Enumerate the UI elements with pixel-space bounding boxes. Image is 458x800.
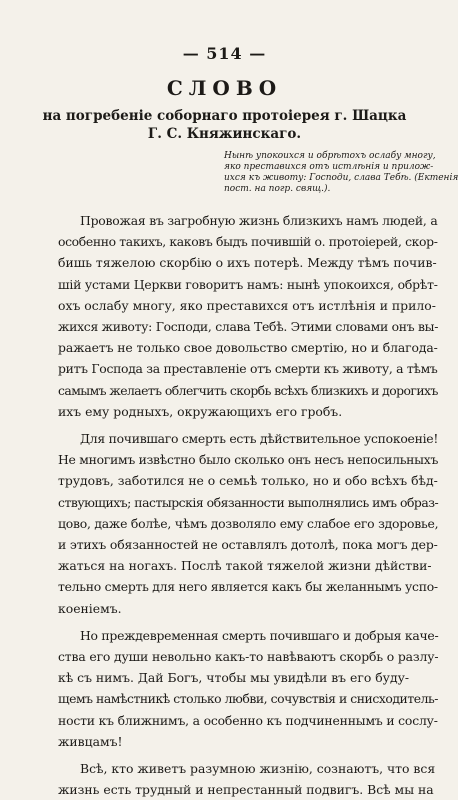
text-line: живцамъ! [58, 733, 123, 749]
paragraph [58, 428, 438, 619]
paragraph [58, 625, 438, 752]
text-line: ихъ ему родныхъ, окружающихъ его гробъ. [58, 403, 343, 419]
text-line: коеніемъ. [58, 600, 122, 616]
text-line: Но преждевременная смерть почившаго и добрыя каче- [80, 627, 439, 643]
text-line: жизнь есть трудный и непрестанный подвигъ. Всѣ мы на [58, 782, 434, 798]
text-line: охъ ослабу многу, яко преставихся отъ истлѣнія и прило- [58, 297, 436, 313]
text-line: бишь тяжелою скорбію о ихъ потерѣ. Между тѣмъ почив- [58, 255, 437, 271]
text-line: ства его души невольно какъ-то навѣваютъ скорбь о разлу- [58, 649, 439, 665]
text-line: трудовъ, заботился не о семьѣ только, но и обо всѣхъ бѣд- [58, 473, 438, 489]
text-line: и этихъ обязанностей не оставлялъ дотолѣ, пока могъ дер- [58, 537, 438, 553]
text-line: Для почившаго смерть есть дѣйствительное успокоеніе! [80, 431, 439, 447]
text-line: ности къ ближнимъ, а особенно къ подчиненнымъ и сослу- [58, 712, 438, 728]
sermon-body [58, 210, 438, 800]
sermon-subtitle-line-1: на погребеніе соборнаго протоіерея г. Шацка [42, 108, 407, 124]
paragraph [58, 758, 438, 800]
sermon-subtitle-line-2: Г. С. Княжинскаго. [147, 126, 302, 142]
text-line: Всѣ, кто живетъ разумною жизнію, сознаютъ, что вся [80, 761, 436, 777]
text-line: тельно смерть для него является какъ бы желаннымъ успо- [58, 579, 438, 595]
text-line: Не многимъ извѣстно было сколько онъ несъ непосильныхъ [58, 452, 439, 468]
text-line: цово, даже болѣе, чѣмъ дозволяло ему слабое его здоровье, [58, 515, 439, 531]
text-line: ритъ Господа за преставленіе отъ смерти къ животу, а тѣмъ [58, 361, 438, 377]
text-line: щемъ намѣстникѣ столько любви, сочувствія и снисходитель- [58, 691, 439, 707]
text-line: самымъ желаетъ облегчить скорбь всѣхъ близкихъ и дорогихъ [58, 382, 438, 398]
epigraph-line: пост. на погр. свящ.). [224, 184, 331, 194]
sermon-title: СЛОВО [166, 76, 283, 100]
epigraph-line: яко преставихся отъ истлѣнія и прилож- [224, 162, 434, 172]
text-line: жихся животу: Господи, слава Тебѣ. Этими словами онъ вы- [58, 319, 439, 335]
paragraph [58, 210, 438, 422]
text-line: особенно такихъ, каковъ быдъ почившій о. протоіерей, скор- [58, 234, 438, 250]
text-line: жаться на ногахъ. Послѣ такой тяжелой жизни дѣйстви- [58, 558, 432, 574]
epigraph-line: Нынѣ упокоихся и обрѣтохъ ослабу многу, [224, 151, 436, 161]
epigraph-line: ихся къ животу: Господи, слава Тебѣ. (Ектенія [224, 173, 458, 183]
text-line: кѣ съ нимъ. Дай Богъ, чтобы мы увидѣли въ его буду- [58, 670, 410, 686]
epigraph [224, 151, 458, 195]
text-line: Провожая въ загробную жизнь близкихъ намъ людей, а [80, 213, 438, 228]
page-number: — 514 — [182, 44, 267, 63]
text-line: ствующихъ; пастырскія обязанности выполнялись имъ образ- [58, 494, 439, 510]
text-line: ражаетъ не только свое довольство смертію, но и благода- [58, 340, 438, 356]
text-line: шій устами Церкви говоритъ намъ: нынѣ упокоихся, обрѣт- [58, 276, 438, 292]
